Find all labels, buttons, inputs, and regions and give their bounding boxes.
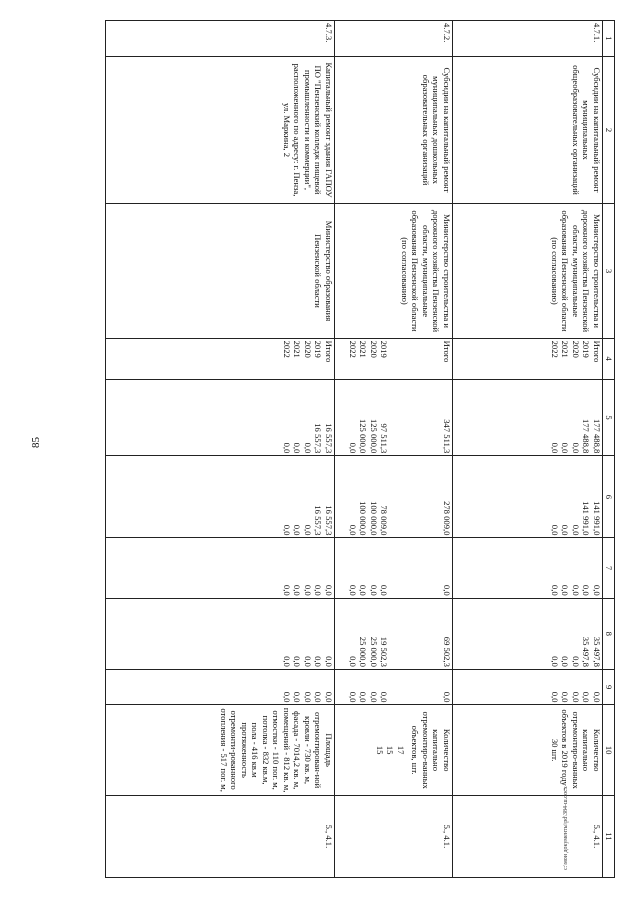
value: 0,0 [571, 691, 581, 703]
value: 0,0 [282, 691, 292, 703]
header-cell: 6 [603, 456, 615, 538]
value: 0,0 [550, 691, 560, 703]
col9-cell [106, 669, 335, 705]
value: 0,0 [550, 524, 560, 536]
year-label: 2019 [581, 340, 592, 358]
row-number: 4.7.1. [453, 21, 603, 57]
row-executor: Министерство образования Пензенской области [106, 204, 335, 338]
value: 0,0 [348, 442, 358, 454]
value: 0,0 [292, 691, 303, 703]
value: 100 000,0 [358, 501, 369, 536]
value: 0,0 [282, 656, 292, 667]
col7-cell [106, 538, 335, 598]
year-label: Итого [592, 340, 602, 363]
col7-cell [335, 538, 453, 598]
value: 0,0 [571, 524, 581, 536]
value: 0,0 [379, 584, 390, 596]
value: 0,0 [348, 691, 358, 703]
value: 25 000,0 [369, 636, 379, 667]
header-cell: 4 [603, 338, 615, 379]
value: 347 511,3 [442, 419, 452, 454]
value: 0,0 [358, 584, 369, 596]
value: 0,0 [581, 584, 592, 596]
value: 177 488,8 [581, 418, 592, 454]
value: 0,0 [550, 656, 560, 667]
value: 0,0 [592, 584, 602, 596]
value: 97 511,3 [379, 423, 390, 454]
row-title: Капитальный ремонт здания ГАПОУ ПО "Пензенский колледж пищевой промышленности и коммерции", расположенного по адресу: г. Пенза, ул. Маркина, 2 [106, 56, 335, 204]
table-row [453, 21, 603, 878]
value: 16 557,3 [313, 505, 324, 536]
value: 0,0 [324, 691, 334, 703]
value: 0,0 [442, 691, 452, 703]
value: 0,0 [442, 584, 452, 596]
year-label: Итого [324, 340, 334, 363]
federal-cell [453, 456, 603, 538]
row-number: 4.7.3. [106, 21, 335, 57]
header-cell: 10 [603, 705, 615, 795]
value: 0,0 [348, 524, 358, 536]
value: 0,0 [303, 691, 313, 703]
header-row [603, 21, 615, 878]
value: 125 000,0 [369, 418, 379, 454]
ref-cell: 5., 4.1. [453, 795, 603, 877]
value: 0,0 [282, 442, 292, 454]
value: 0,0 [581, 691, 592, 703]
value: 0,0 [292, 656, 303, 667]
value: 177 488,8 [592, 418, 602, 454]
table-row [106, 21, 335, 878]
value: 69 502,3 [442, 636, 452, 667]
col9-cell [335, 669, 453, 705]
value: 0,0 [303, 584, 313, 596]
value: 0,0 [369, 691, 379, 703]
value: 0,0 [560, 584, 571, 596]
value: 0,0 [313, 584, 324, 596]
value: 0,0 [571, 656, 581, 667]
budget-table [105, 20, 615, 878]
year-label: Итого [442, 340, 452, 363]
indicator-cell: Количество капитально отремонтиро-ванных объектов в 2019 году - 30 шт. [453, 705, 603, 795]
header-cell: 5 [603, 379, 615, 456]
total-cell [335, 379, 453, 456]
value: 141 991,0 [592, 501, 602, 536]
header-cell: 9 [603, 669, 615, 705]
year-label: 2020 [303, 340, 313, 358]
value: 19 502,3 [379, 636, 390, 667]
value: 0,0 [292, 584, 303, 596]
header-cell: 7 [603, 538, 615, 598]
indicator-value: 17 [396, 745, 406, 755]
value: 16 557,3 [324, 505, 334, 536]
ref-cell: 5., 4.1. [335, 795, 453, 877]
value: 0,0 [550, 442, 560, 454]
value: 278 009,0 [442, 501, 452, 536]
row-executor: Министерство строительства и дорожного хозяйства Пензенской области, муниципальные образования Пензенской области (по согласованию) [335, 204, 453, 338]
year-label: 2022 [550, 340, 560, 358]
value: 0,0 [560, 691, 571, 703]
row-title: Субсидии на капитальный ремонт муниципальных дошкольных образовательных организаций [335, 56, 453, 204]
value: 0,0 [303, 656, 313, 667]
indicator-value: 15 [385, 745, 396, 755]
header-cell: 8 [603, 598, 615, 669]
row-number: 4.7.2. [335, 21, 453, 57]
value: 141 991,0 [581, 501, 592, 536]
year-label: 2020 [571, 340, 581, 358]
header-cell: 11 [603, 795, 615, 877]
footer-path: c:\мои документы\pd\384-ш.docx [563, 786, 569, 870]
value: 0,0 [348, 584, 358, 596]
value: 100 000,0 [369, 501, 379, 536]
value: 35 497,8 [581, 636, 592, 667]
year-label: 2021 [560, 340, 571, 358]
rotated-table-container [105, 20, 615, 878]
value: 25 000,0 [358, 636, 369, 667]
year-label: 2019 [313, 340, 324, 358]
value: 0,0 [324, 584, 334, 596]
col9-cell [453, 669, 603, 705]
header-cell: 1 [603, 21, 615, 57]
col7-cell [453, 538, 603, 598]
value: 0,0 [379, 691, 390, 703]
years-cell [335, 338, 453, 379]
years-cell [106, 338, 335, 379]
total-cell [453, 379, 603, 456]
total-cell [106, 379, 335, 456]
value: 0,0 [313, 691, 324, 703]
value: 0,0 [348, 656, 358, 667]
value: 16 557,3 [313, 423, 324, 454]
year-label: 2022 [348, 340, 358, 358]
value: 0,0 [571, 584, 581, 596]
value: 0,0 [282, 584, 292, 596]
value: 0,0 [303, 442, 313, 454]
value: 0,0 [303, 524, 313, 536]
year-label: 2022 [282, 340, 292, 358]
row-title: Субсидии на капитальный ремонт муниципальных общеобразовательных организаций [453, 56, 603, 204]
page-number: 85 [30, 437, 42, 448]
value: 0,0 [313, 656, 324, 667]
indicator-cell: Площадь отремонтирован-ной кровли - 730 кв. м, фасада - 7014,2 кв. м, помещений - 812 кв. м, отмостки - 110 пог. м, потолка - 832 кв.м, пола - 416 кв.м протяженность отремонти-рованного отопления - 517 пог. м, [106, 705, 335, 795]
value: 0,0 [324, 656, 334, 667]
col8-cell [335, 598, 453, 669]
value: 0,0 [560, 442, 571, 454]
value: 125 000,0 [358, 418, 369, 454]
ref-cell: 5., 4.1. [106, 795, 335, 877]
header-cell: 3 [603, 204, 615, 338]
value: 35 497,8 [592, 636, 602, 667]
years-cell [453, 338, 603, 379]
value: 0,0 [282, 524, 292, 536]
row-executor: Министерство строительства и дорожного хозяйства Пензенской области, муниципальные образования Пензенской области (по согласованию) [453, 204, 603, 338]
value: 0,0 [592, 691, 602, 703]
value: 0,0 [358, 691, 369, 703]
col8-cell [453, 598, 603, 669]
federal-cell [106, 456, 335, 538]
year-label: 2021 [358, 340, 369, 358]
value: 0,0 [560, 524, 571, 536]
year-label: 2020 [369, 340, 379, 358]
value: 0,0 [292, 524, 303, 536]
value: 78 009,0 [379, 505, 390, 536]
indicator-value: 15 [375, 745, 385, 755]
value: 0,0 [369, 584, 379, 596]
indicator-label: Количество капитально отремонтиро-ванных объектов, шт. [410, 711, 452, 789]
value: 16 557,3 [324, 423, 334, 454]
col8-cell [106, 598, 335, 669]
value: 0,0 [571, 442, 581, 454]
header-cell: 2 [603, 56, 615, 204]
federal-cell [335, 456, 453, 538]
year-label: 2019 [379, 340, 390, 358]
value: 0,0 [292, 442, 303, 454]
value: 0,0 [550, 584, 560, 596]
table-row [335, 21, 453, 878]
value: 0,0 [560, 656, 571, 667]
year-label: 2021 [292, 340, 303, 358]
indicator-cell [335, 705, 453, 795]
